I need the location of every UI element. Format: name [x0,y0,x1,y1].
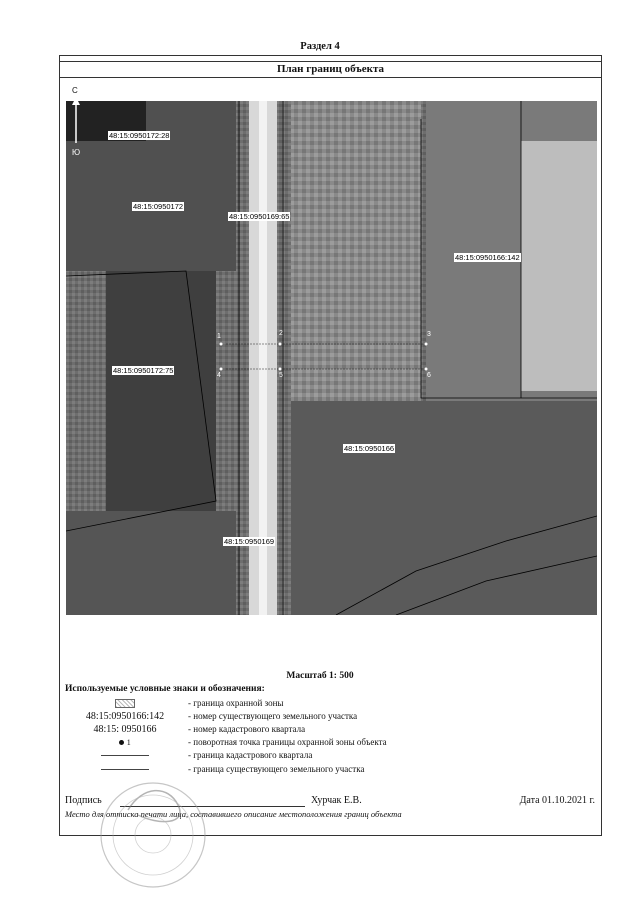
legend-item: 48:15:0950166:142 - номер существующего земельного участка [85,711,358,722]
point-label: 3 [427,331,431,338]
turning-point-symbol [119,740,124,745]
north-label: С [72,86,78,95]
parcel-label: 48:15:0950172:75 [113,366,174,375]
point-label: 6 [427,372,431,379]
parcel-label: 48:15:0950169:65 [229,212,290,221]
legend-title: Используемые условные знаки и обозначения: [65,684,265,694]
point-label: 1 [217,333,221,340]
signer-name: Хурчак Е.В. [311,795,362,806]
scale-label: Масштаб 1: 500 [286,671,354,681]
point-label: 5 [279,372,283,379]
legend-item: - граница охранной зоны [65,698,595,711]
parcel-label: 48:15:0950166:142 [455,253,520,262]
legend-item: - граница существующего земельного участка [65,764,595,777]
section-title: Раздел 4 [300,41,340,52]
seal-stamp [98,780,208,890]
point-label: 2 [279,330,283,337]
north-arrow-icon [70,97,82,145]
map-image [66,101,597,615]
parcel-line-symbol [101,769,149,770]
south-label: Ю [72,148,81,157]
document-date: Дата 01.10.2021 г. [519,795,595,806]
legend-item: 1 - поворотная точка границы охранной зоны объекта [65,737,595,750]
stamp-place-note: Место для оттиска печати лица, составившего описание местоположения границ объекта [65,809,402,819]
point-label: 4 [217,372,221,379]
parcel-label: 48:15:0950166 [344,444,395,453]
signature-label: Подпись [65,795,102,806]
aerial-map [66,101,597,615]
legend-item: 48:15: 0950166 - номер кадастрового квартала [93,724,306,735]
parcel-label: 48:15:0950172 [133,202,184,211]
cadastral-line-symbol [101,755,149,756]
legend-item: - граница кадастрового квартала [65,750,595,763]
parcel-label: 48:15:0950172:28 [109,131,170,140]
zone-boundary-symbol [115,699,135,708]
plan-title: План границ объекта [60,61,601,78]
parcel-label: 48:15:0950169 [224,537,275,546]
north-arrow [66,86,86,166]
